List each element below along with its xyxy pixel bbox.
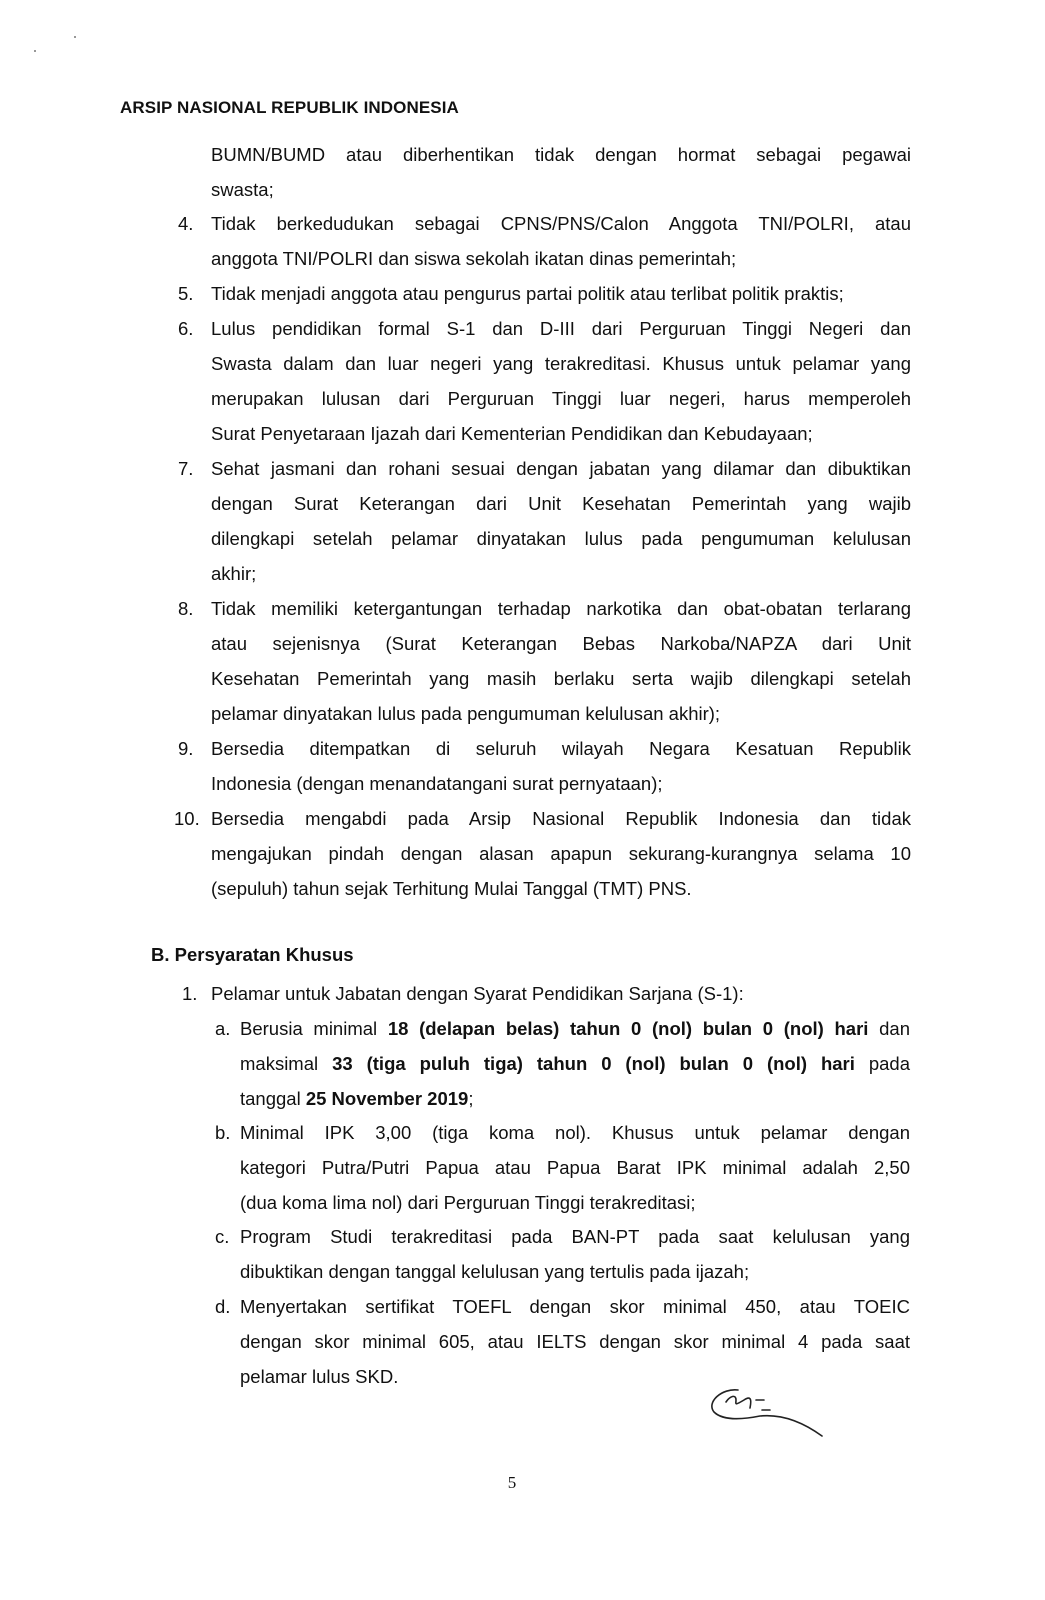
text-line: Kesehatan Pemerintah yang masih berlaku serta wajib dilengkapi setelah: [211, 668, 911, 689]
text-line: dengan skor minimal 605, atau IELTS dengan skor minimal 4 pada saat: [240, 1331, 910, 1352]
text-line: merupakan lulusan dari Perguruan Tinggi luar negeri, harus memperoleh: [211, 388, 911, 409]
scan-speck: [74, 36, 76, 38]
text-line: [240, 1081, 910, 1116]
sub-item-b: [240, 1115, 910, 1220]
text-line: Surat Penyetaraan Ijazah dari Kementerian Pendidikan dan Kebudayaan;: [211, 423, 813, 444]
list-number: 5.: [178, 283, 194, 304]
text-line: mengajukan pindah dengan alasan apapun sekurang-kurangnya selama 10: [211, 843, 911, 864]
text-line: Tidak memiliki ketergantungan terhadap narkotika dan obat-obatan terlarang: [211, 598, 911, 619]
list-item: [211, 276, 911, 311]
text-line: Tidak menjadi anggota atau pengurus partai politik atau terlibat politik praktis;: [211, 283, 844, 304]
text-line: dibuktikan dengan tanggal kelulusan yang tertulis pada ijazah;: [240, 1261, 750, 1282]
text-line: (dua koma lima nol) dari Perguruan Tinggi terakreditasi;: [240, 1192, 696, 1213]
text-line: pelamar dinyatakan lulus pada pengumuman kelulusan akhir);: [211, 703, 721, 724]
list-number: 4.: [178, 213, 194, 234]
list-item: [211, 206, 911, 276]
text-line: [240, 1046, 910, 1081]
sub-item-label: a.: [215, 1018, 231, 1039]
list-item: [211, 311, 911, 451]
text-line: Swasta dalam dan luar negeri yang terakreditasi. Khusus untuk pelamar yang: [211, 353, 911, 374]
text-line: Indonesia (dengan menandatangani surat pernyataan);: [211, 773, 663, 794]
text-line: Sehat jasmani dan rohani sesuai dengan jabatan yang dilamar dan dibuktikan: [211, 458, 911, 479]
text-line: Tidak berkedudukan sebagai CPNS/PNS/Calon Anggota TNI/POLRI, atau: [211, 213, 911, 234]
text-line: (sepuluh) tahun sejak Terhitung Mulai Tanggal (TMT) PNS.: [211, 878, 692, 899]
text-line: [240, 1011, 910, 1046]
text-line: Minimal IPK 3,00 (tiga koma nol). Khusus untuk pelamar dengan: [240, 1122, 910, 1143]
text-line: Bersedia mengabdi pada Arsip Nasional Republik Indonesia dan tidak: [211, 808, 911, 829]
text-line: dilengkapi setelah pelamar dinyatakan lulus pada pengumuman kelulusan: [211, 528, 911, 549]
text-run: pada: [854, 1053, 911, 1074]
text-line: anggota TNI/POLRI dan siswa sekolah ikatan dinas pemerintah;: [211, 248, 737, 269]
text-line: pelamar lulus SKD.: [240, 1366, 399, 1387]
sub-item-label: c.: [215, 1226, 230, 1247]
text-line: Program Studi terakreditasi pada BAN-PT pada saat kelulusan yang: [240, 1226, 910, 1247]
list-item: [211, 801, 911, 906]
list-number: 6.: [178, 318, 194, 339]
text-line: swasta;: [211, 179, 274, 200]
list-number: 1.: [182, 983, 198, 1004]
text-line: akhir;: [211, 563, 257, 584]
list-item-text: Pelamar untuk Jabatan dengan Syarat Pendidikan Sarjana (S-1):: [211, 983, 744, 1004]
sub-item-c: [240, 1219, 910, 1289]
list-number: 10.: [174, 808, 200, 829]
text-line: Bersedia ditempatkan di seluruh wilayah Negara Kesatuan Republik: [211, 738, 911, 759]
list-item: [211, 591, 911, 731]
list-item: [211, 451, 911, 591]
text-run: dan: [868, 1018, 910, 1039]
text-run: ;: [468, 1088, 474, 1109]
text-run: maksimal: [240, 1053, 333, 1074]
sub-item-label: d.: [215, 1296, 231, 1317]
text-line: Lulus pendidikan formal S-1 dan D-III dari Perguruan Tinggi Negeri dan: [211, 318, 911, 339]
list-item: [211, 731, 911, 801]
text-run: tanggal: [240, 1088, 306, 1109]
text-line: BUMN/BUMD atau diberhentikan tidak dengan hormat sebagai pegawai: [211, 144, 911, 165]
sub-item-a: [240, 1011, 910, 1116]
text-line: kategori Putra/Putri Papua atau Papua Barat IPK minimal adalah 2,50: [240, 1157, 910, 1178]
document-header: ARSIP NASIONAL REPUBLIK INDONESIA: [120, 98, 459, 117]
bold-run: 18 (delapan belas) tahun 0 (nol) bulan 0 (nol) hari: [387, 1018, 869, 1039]
sub-item-label: b.: [215, 1122, 231, 1143]
list-number: 7.: [178, 458, 194, 479]
bold-run: 25 November 2019: [305, 1088, 469, 1109]
section-title: B. Persyaratan Khusus: [151, 944, 354, 965]
signature-initials: [700, 1378, 830, 1448]
scan-speck: [34, 50, 36, 52]
text-line: atau sejenisnya (Surat Keterangan Bebas Narkoba/NAPZA dari Unit: [211, 633, 911, 654]
continuation-paragraph: [211, 137, 911, 207]
list-number: 9.: [178, 738, 194, 759]
text-run: Berusia minimal: [240, 1018, 388, 1039]
text-line: Menyertakan sertifikat TOEFL dengan skor minimal 450, atau TOEIC: [240, 1296, 910, 1317]
list-number: 8.: [178, 598, 194, 619]
bold-run: 33 (tiga puluh tiga) tahun 0 (nol) bulan 0 (nol) hari: [332, 1053, 855, 1074]
page-number: 5: [507, 1473, 517, 1492]
text-line: dengan Surat Keterangan dari Unit Kesehatan Pemerintah yang wajib: [211, 493, 911, 514]
